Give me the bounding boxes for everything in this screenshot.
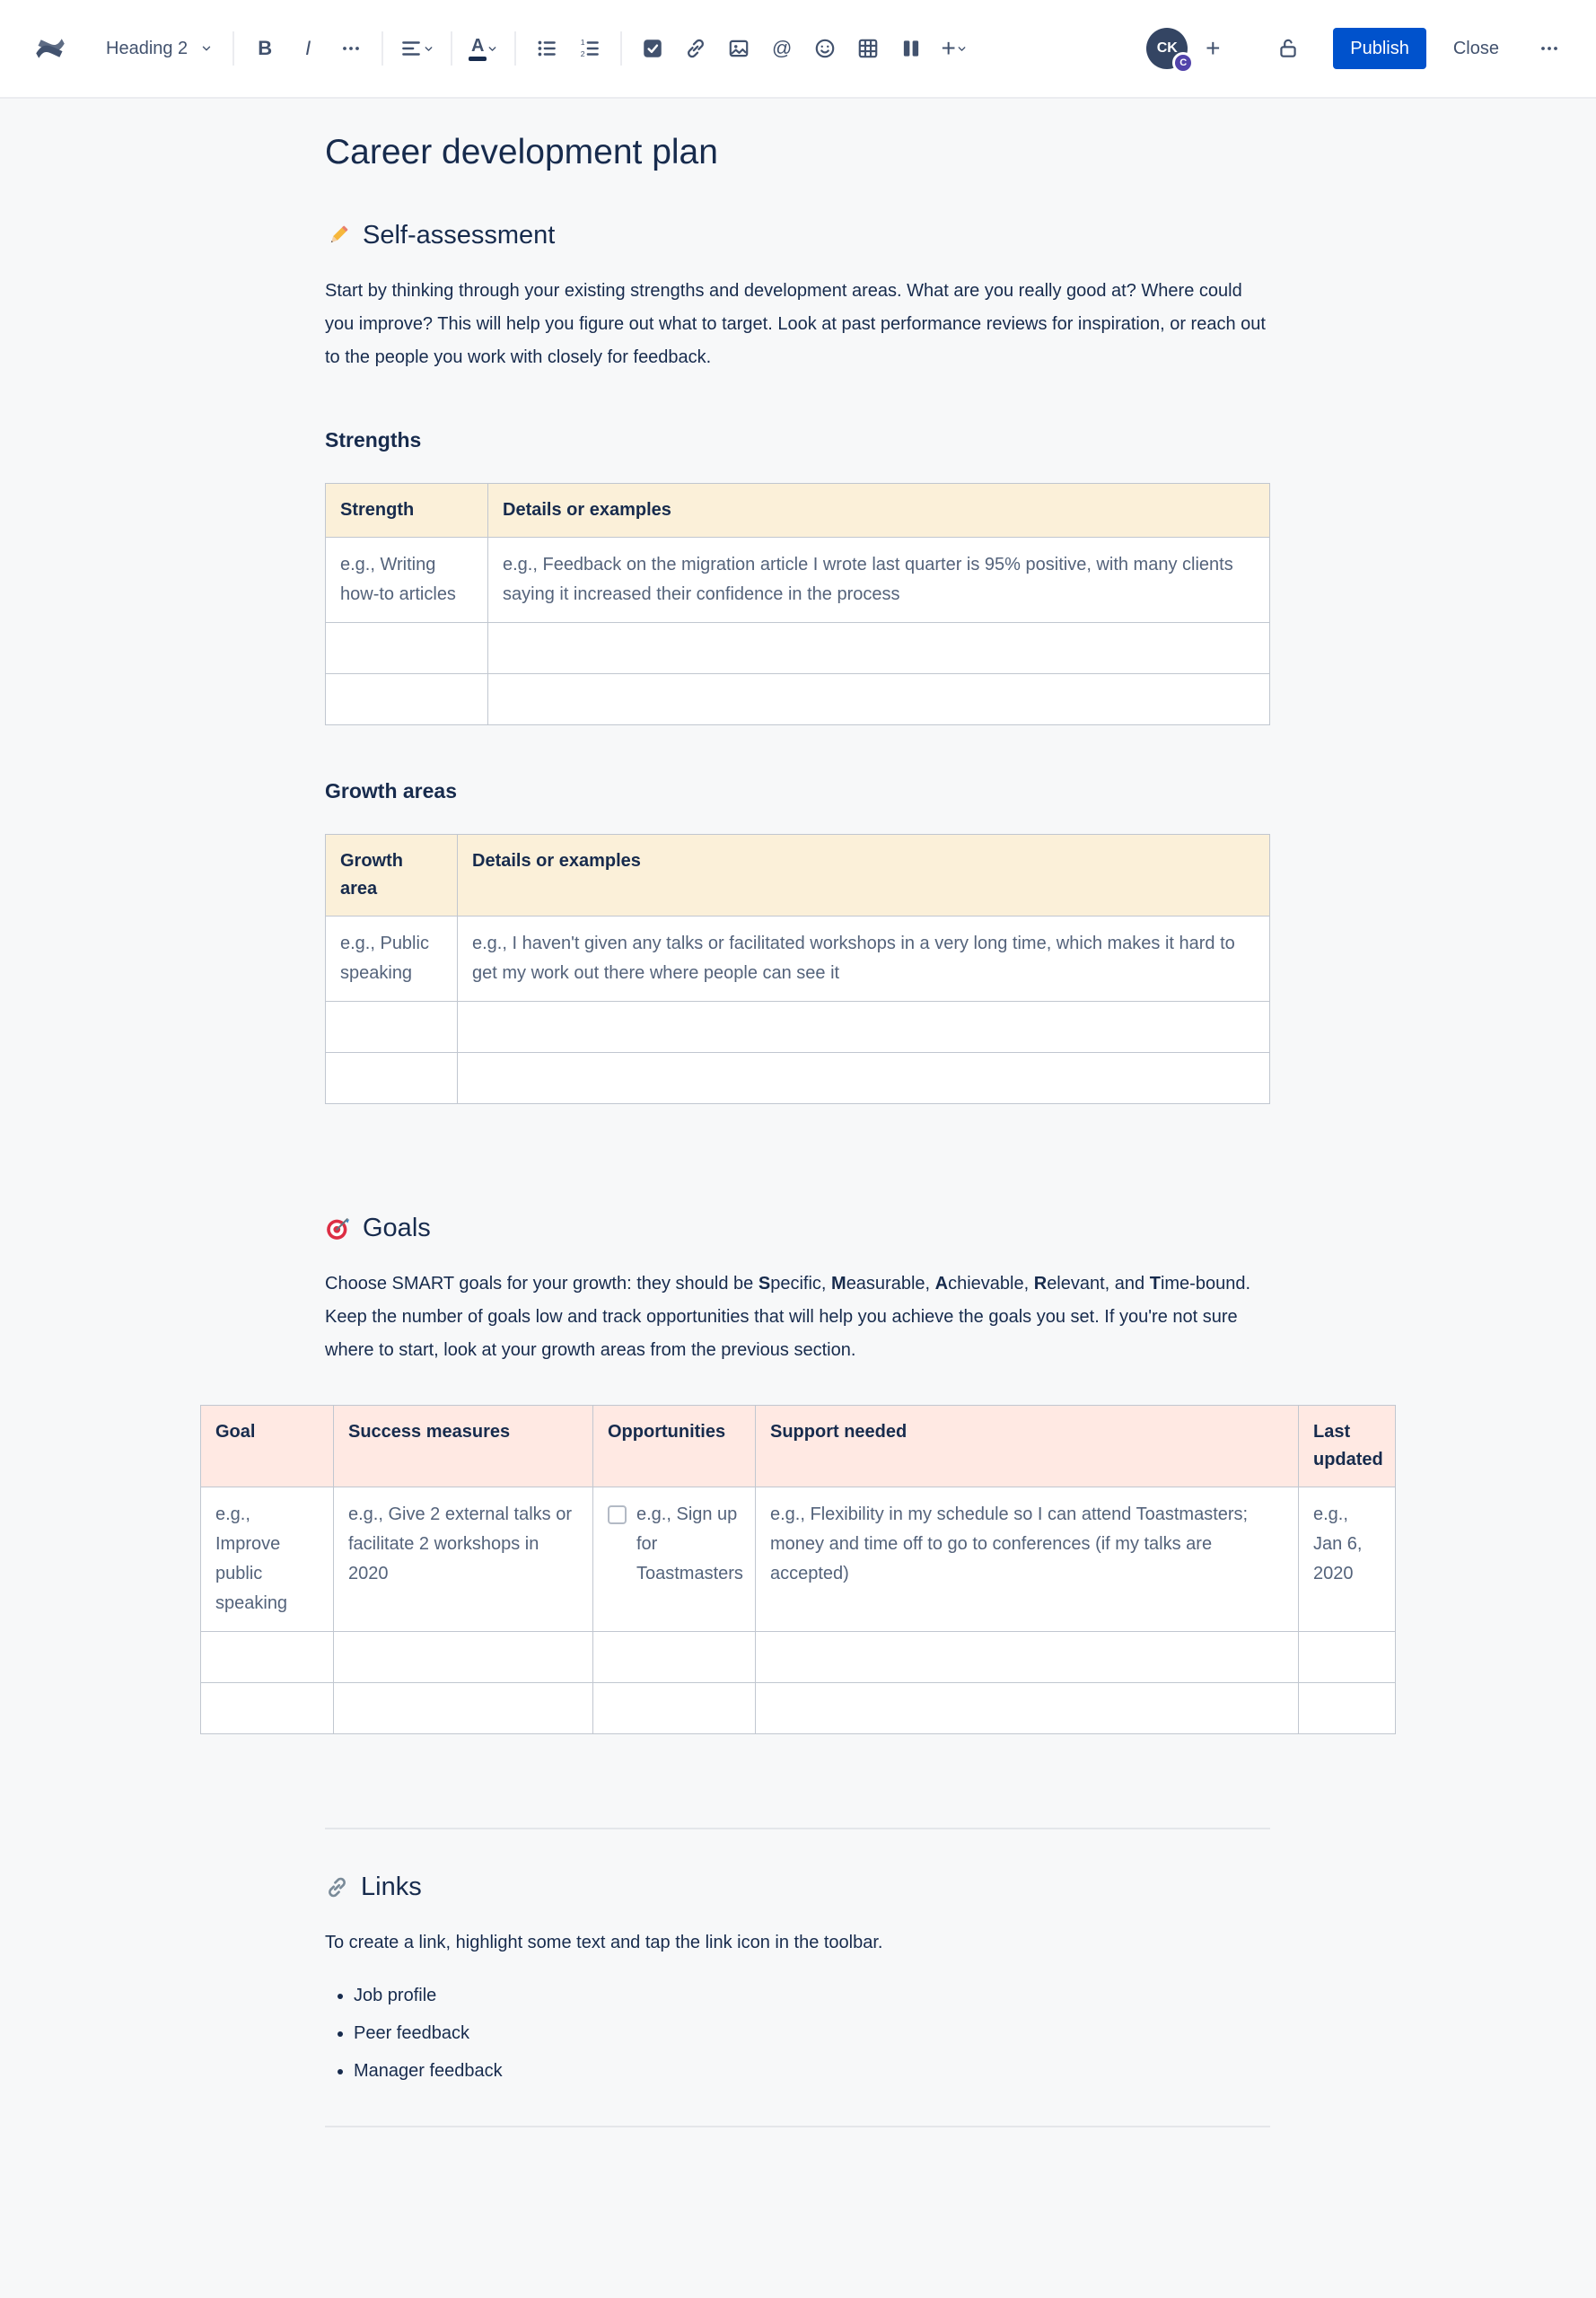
table-row — [326, 674, 1270, 725]
text-style-label: Heading 2 — [106, 38, 189, 58]
close-button[interactable]: Close — [1446, 39, 1506, 59]
empty-cell — [458, 1053, 1270, 1104]
empty-cell — [1299, 1683, 1396, 1734]
overflow-menu-button[interactable] — [1530, 29, 1569, 68]
editor-canvas — [0, 99, 1596, 2289]
last-updated-col-header: Last updated — [1299, 1406, 1396, 1487]
avatar-initials: CK — [1156, 40, 1178, 56]
toolbar-separator — [381, 31, 383, 66]
table-row — [326, 1053, 1270, 1104]
support-needed-cell: e.g., Flexibility in my schedule so I can attend Toastmasters; money and time off to go to conferences (if my talks are accepted) — [756, 1487, 1299, 1632]
growth-areas-table — [325, 834, 1270, 1104]
unlock-icon — [1276, 37, 1300, 60]
task-list-button[interactable] — [633, 29, 672, 68]
link-button[interactable] — [676, 29, 715, 68]
empty-cell — [201, 1632, 334, 1683]
chevron-down-icon — [200, 42, 213, 55]
empty-cell — [326, 623, 488, 674]
growth-area-cell: e.g., Public speaking — [326, 917, 458, 1002]
more-formatting-button[interactable] — [331, 29, 371, 68]
table-header-row — [326, 835, 1270, 917]
link-emoji-icon — [325, 1875, 349, 1899]
task-list-icon — [641, 37, 664, 60]
svg-text:2: 2 — [580, 49, 585, 59]
layouts-icon — [899, 37, 923, 60]
empty-cell — [593, 1632, 756, 1683]
empty-cell — [334, 1632, 593, 1683]
empty-cell — [326, 1053, 458, 1104]
chevron-down-icon — [956, 43, 968, 55]
details-cell: e.g., Feedback on the migration article I wrote last quarter is 95% positive, with many clients saying it increased their confidence in the process — [488, 538, 1270, 623]
italic-button[interactable] — [288, 29, 328, 68]
table-row — [326, 917, 1270, 1002]
bullet-list-button[interactable] — [527, 29, 566, 68]
align-left-icon — [399, 37, 423, 60]
goal-col-header: Goal — [201, 1406, 334, 1487]
overflow-menu-icon — [1539, 38, 1560, 59]
list-item: • Peer feedback — [354, 2021, 1270, 2047]
layouts-button[interactable] — [891, 29, 931, 68]
editor-toolbar — [0, 0, 1596, 99]
opportunity-text: e.g., Sign up for Toastmasters — [636, 1504, 743, 1583]
empty-cell — [334, 1683, 593, 1734]
last-updated-cell: e.g., Jan 6, 2020 — [1299, 1487, 1396, 1632]
success-measures-cell: e.g., Give 2 external talks or facilitate 2 workshops in 2020 — [334, 1487, 593, 1632]
list-item: • Manager feedback — [354, 2058, 1270, 2084]
numbered-list-icon — [578, 37, 601, 60]
bold-icon: B — [258, 37, 273, 59]
table-row — [326, 538, 1270, 623]
table-row — [326, 1002, 1270, 1053]
strength-cell: e.g., Writing how-to articles — [326, 538, 488, 623]
empty-cell — [756, 1632, 1299, 1683]
bold-button[interactable] — [245, 29, 285, 68]
svg-text:1: 1 — [580, 38, 585, 48]
numbered-list-button[interactable] — [570, 29, 609, 68]
image-icon — [727, 37, 750, 60]
emoji-button[interactable] — [805, 29, 845, 68]
details-col-header: Details or examples — [488, 484, 1270, 538]
confluence-logo-icon — [32, 32, 68, 65]
self-assessment-intro: Start by thinking through your existing strengths and development areas. What are you really good at? Where could you improve? This will help you figure out what to target. Look at past performance reviews for inspiration, or reach out to the people you work with closely for feedback. — [325, 281, 1266, 367]
table-row — [326, 623, 1270, 674]
section-divider — [325, 2126, 1270, 2127]
restrictions-button[interactable] — [1268, 29, 1308, 68]
empty-cell — [593, 1683, 756, 1734]
empty-cell — [458, 1002, 1270, 1053]
section-divider — [325, 1828, 1270, 1829]
toolbar-separator — [232, 31, 234, 66]
emoji-icon — [813, 37, 837, 60]
list-item: • Job profile — [354, 1983, 1270, 2009]
self-assessment-heading-text: Self-assessment — [363, 221, 556, 250]
empty-cell — [756, 1683, 1299, 1734]
growth-areas-heading: Growth areas — [325, 779, 457, 803]
link-icon — [684, 37, 707, 60]
page-title[interactable]: Career development plan — [325, 133, 718, 171]
table-row — [201, 1683, 1396, 1734]
table-button[interactable] — [848, 29, 888, 68]
publish-button[interactable]: Publish — [1333, 28, 1426, 69]
empty-cell — [488, 674, 1270, 725]
text-color-icon: A — [469, 37, 487, 61]
goals-heading — [325, 1214, 1270, 1243]
empty-cell — [326, 674, 488, 725]
table-header-row — [326, 484, 1270, 538]
image-button[interactable] — [719, 29, 759, 68]
empty-cell — [1299, 1632, 1396, 1683]
strengths-col-header: Strength — [326, 484, 488, 538]
chevron-down-icon — [487, 43, 498, 55]
insert-plus-icon: + — [941, 34, 956, 62]
goals-intro: Choose SMART goals for your growth: they should be Specific, Measurable, Achievable, Relevant, and Time-bound. Keep the number of goals low and track opportunities that will help you achieve the goals you set. If you're not sure where to start, look at your growth areas from the previous section. — [325, 1274, 1250, 1360]
more-formatting-icon — [340, 38, 362, 59]
details-cell: e.g., I haven't given any talks or facilitated workshops in a very long time, which makes it hard to get my work out there where people can see it — [458, 917, 1270, 1002]
strengths-table — [325, 483, 1270, 725]
table-row — [201, 1632, 1396, 1683]
goal-cell: e.g., Improve public speaking — [201, 1487, 334, 1632]
avatar-badge: C — [1172, 52, 1194, 74]
text-color-button[interactable] — [463, 29, 504, 68]
details-col-header: Details or examples — [458, 835, 1270, 917]
opportunities-cell — [593, 1487, 756, 1632]
support-needed-col-header: Support needed — [756, 1406, 1299, 1487]
toolbar-separator — [620, 31, 622, 66]
task-checkbox[interactable] — [608, 1505, 627, 1524]
opportunities-col-header: Opportunities — [593, 1406, 756, 1487]
target-emoji-icon — [325, 1215, 351, 1241]
pencil-emoji-icon — [325, 223, 351, 249]
invite-plus-icon: + — [1206, 34, 1221, 62]
goals-table — [200, 1405, 1396, 1734]
success-measures-col-header: Success measures — [334, 1406, 593, 1487]
links-heading — [325, 1873, 1270, 1902]
table-row — [201, 1487, 1396, 1632]
links-list — [325, 1983, 1270, 2084]
toolbar-separator — [514, 31, 516, 66]
strengths-heading: Strengths — [325, 428, 422, 452]
confluence-logo[interactable] — [27, 29, 74, 68]
empty-cell — [488, 623, 1270, 674]
bullet-list-icon — [535, 37, 558, 60]
chevron-down-icon — [423, 43, 434, 55]
mention-button[interactable] — [762, 29, 802, 68]
mention-icon: @ — [772, 37, 793, 59]
italic-icon: I — [305, 37, 311, 59]
goals-heading-text: Goals — [363, 1214, 431, 1242]
invite-button[interactable] — [1193, 29, 1232, 68]
insert-button[interactable] — [934, 29, 974, 68]
table-header-row — [201, 1406, 1396, 1487]
collaborator-avatar[interactable] — [1146, 28, 1188, 69]
table-icon — [856, 37, 880, 60]
links-heading-text: Links — [361, 1873, 422, 1901]
toolbar-separator — [451, 31, 452, 66]
empty-cell — [201, 1683, 334, 1734]
empty-cell — [326, 1002, 458, 1053]
text-style-select[interactable] — [97, 29, 222, 68]
links-intro: To create a link, highlight some text and tap the link icon in the toolbar. — [325, 1933, 883, 1952]
self-assessment-heading — [325, 221, 1270, 250]
alignment-button[interactable] — [394, 29, 440, 68]
growth-area-col-header: Growth area — [326, 835, 458, 917]
